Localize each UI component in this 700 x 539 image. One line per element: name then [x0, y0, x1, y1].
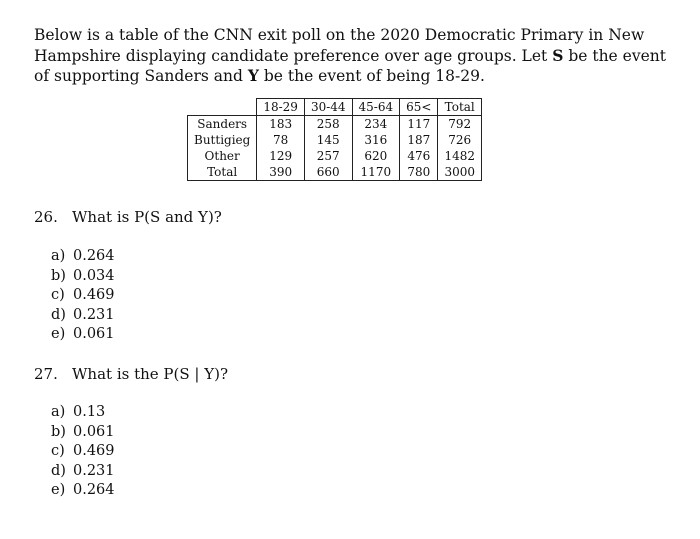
table-cell: 780	[400, 164, 438, 181]
answer-choice	[51, 247, 115, 267]
choice-letter: d)	[51, 306, 66, 323]
answer-choice	[51, 462, 115, 482]
choice-value: 0.061	[73, 326, 115, 342]
table-row	[188, 148, 482, 164]
table-cell: 792	[438, 116, 482, 133]
table-cell: 258	[304, 116, 352, 133]
row-label: Total	[188, 164, 257, 181]
column-header: 30-44	[304, 99, 352, 116]
answer-choice	[51, 306, 115, 326]
event-s-symbol: S	[552, 45, 564, 65]
question-text: What is the P(S | Y)?	[72, 365, 229, 383]
choice-letter: b)	[51, 267, 66, 284]
choice-letter: c)	[51, 287, 65, 303]
table-cell: 183	[257, 116, 305, 133]
table-cell: 1482	[438, 148, 482, 164]
table-cell: 316	[352, 132, 400, 148]
table-cell: 129	[257, 148, 305, 164]
table-cell: 726	[438, 132, 482, 148]
answer-choice	[51, 286, 115, 306]
column-header: Total	[438, 99, 482, 116]
answer-choice	[51, 325, 115, 345]
column-header: 65<	[400, 99, 438, 116]
table-cell: 145	[304, 132, 352, 148]
table-cell: 187	[400, 132, 438, 148]
answer-choice	[51, 423, 115, 443]
answer-choices-27	[51, 403, 115, 501]
answer-choice	[51, 442, 115, 462]
column-header: 18-29	[257, 99, 305, 116]
intro-text-2: be the event of supporting Sanders and	[34, 46, 666, 85]
choice-letter: a)	[51, 404, 66, 420]
row-label: Buttigieg	[188, 132, 257, 148]
table-cell: 3000	[438, 164, 482, 181]
answer-choices-26	[51, 247, 115, 345]
table-cell: 78	[257, 132, 305, 148]
table-cell: 257	[304, 148, 352, 164]
choice-value: 0.061	[73, 423, 115, 440]
table-cell: 660	[304, 164, 352, 181]
intro-text-3: be the event of being 18-29.	[258, 67, 485, 85]
table-row	[188, 132, 482, 148]
table-cell: 117	[400, 116, 438, 133]
row-label: Sanders	[188, 116, 257, 133]
choice-letter: d)	[51, 462, 66, 479]
answer-choice	[51, 403, 115, 423]
column-header: 45-64	[352, 99, 400, 116]
choice-value: 0.034	[73, 267, 115, 284]
table-cell: 620	[352, 148, 400, 164]
choice-letter: a)	[51, 248, 66, 264]
choice-value: 0.13	[73, 404, 106, 420]
question-27	[34, 365, 228, 384]
choice-letter: c)	[51, 443, 65, 459]
answer-choice	[51, 267, 115, 287]
row-label: Other	[188, 148, 257, 164]
question-26	[34, 208, 222, 227]
event-y-symbol: Y	[247, 66, 259, 85]
choice-value: 0.231	[73, 462, 115, 479]
table-header-row	[188, 99, 482, 116]
intro-text-1: Below is a table of the CNN exit poll on the 2020 Democratic Primary in New Hampshire displaying candidate preference over age groups. Let	[34, 26, 645, 65]
table-cell: 1170	[352, 164, 400, 181]
choice-value: 0.469	[73, 443, 115, 459]
choice-letter: e)	[51, 326, 66, 342]
choice-value: 0.231	[73, 306, 115, 323]
table-cell: 476	[400, 148, 438, 164]
choice-letter: e)	[51, 482, 66, 498]
question-number: 26.	[34, 208, 58, 226]
choice-value: 0.264	[73, 482, 115, 498]
table-row	[188, 164, 482, 181]
answer-choice	[51, 481, 115, 501]
choice-value: 0.264	[73, 248, 115, 264]
choice-letter: b)	[51, 423, 66, 440]
choice-value: 0.469	[73, 287, 115, 303]
question-text: What is P(S and Y)?	[72, 208, 222, 226]
table-corner	[188, 99, 257, 116]
table-row	[188, 116, 482, 133]
exit-poll-table	[187, 98, 482, 181]
table-cell: 390	[257, 164, 305, 181]
intro-paragraph	[34, 26, 674, 87]
question-number: 27.	[34, 365, 58, 383]
table-cell: 234	[352, 116, 400, 133]
